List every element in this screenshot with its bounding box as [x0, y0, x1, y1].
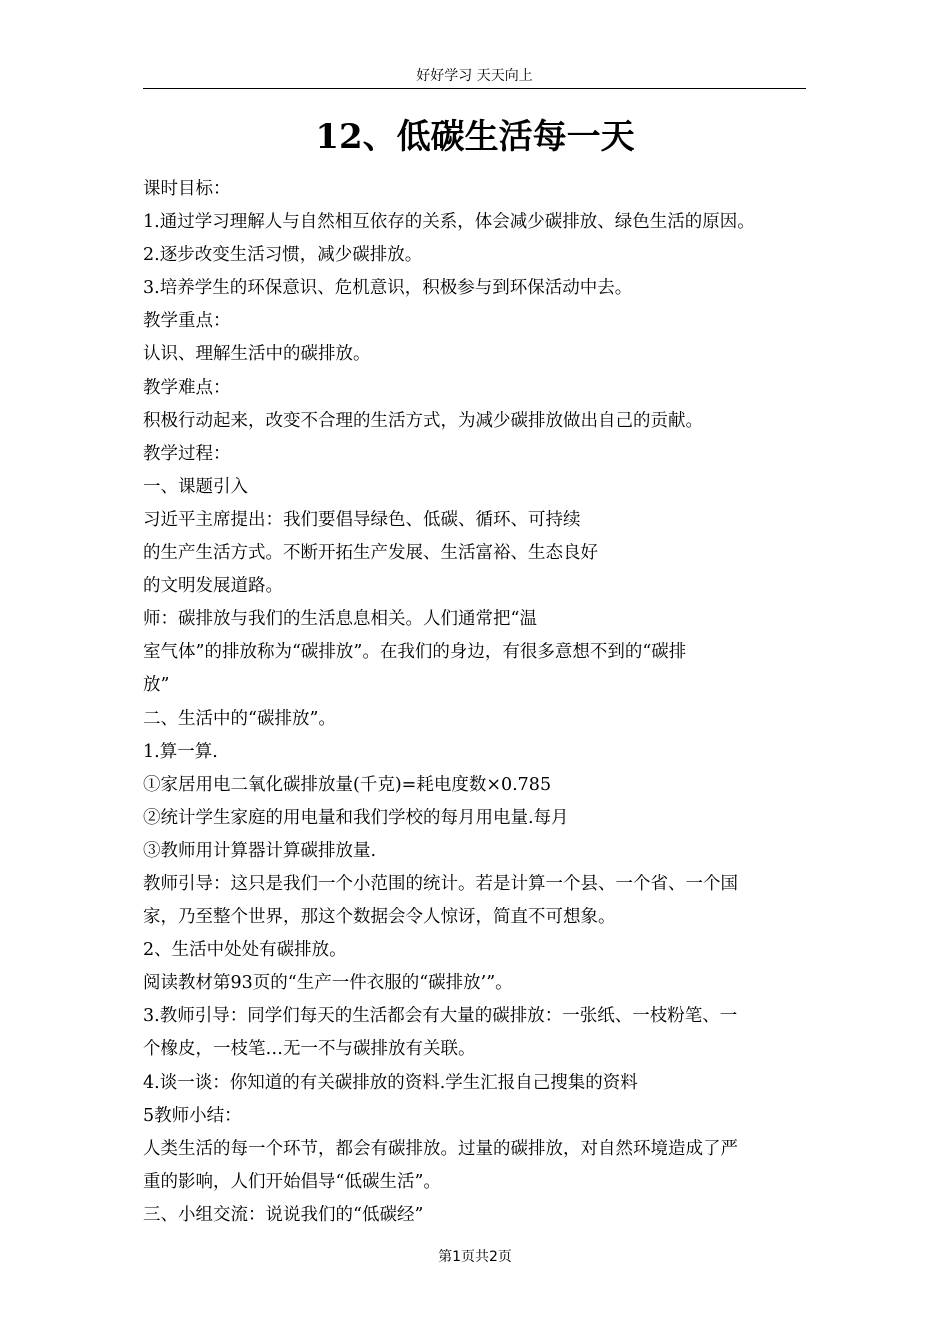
text-line: 个橡皮，一枝笔…无一不与碳排放有关联。: [143, 1039, 476, 1060]
text-line: 课时目标：: [143, 179, 231, 199]
text-line: 2、生活中处处有碳排放。: [143, 940, 347, 961]
text-line: 5教师小结：: [143, 1105, 242, 1126]
text-line: 教学重点：: [143, 311, 231, 332]
text-line: 的文明发展道路。: [143, 576, 283, 597]
text-line: ①家居用电二氧化碳排放量(千克)=耗电度数×0.785: [143, 774, 552, 795]
text-line: 重的影响，人们开始倡导“低碳生活”。: [143, 1171, 441, 1192]
text-line: 3.培养学生的环保意识、危机意识，积极参与到环保活动中去。: [143, 278, 633, 299]
text-line: 一、课题引入: [143, 476, 248, 497]
text-line: 3.教师引导：同学们每天的生活都会有大量的碳排放：一张纸、一枝粉笔、一: [143, 1006, 738, 1027]
document-title: 12、低碳生活每一天: [315, 117, 635, 157]
text-line: 教师引导：这只是我们一个小范围的统计。若是计算一个县、一个省、一个国: [143, 873, 738, 894]
text-line: 1.算一算.: [143, 741, 218, 762]
text-line: 放”: [143, 675, 170, 696]
text-line: 室气体”的排放称为“碳排放”。在我们的身边，有很多意想不到的“碳排: [143, 642, 687, 663]
document-body: [143, 173, 813, 1232]
text-line: 家，乃至整个世界，那这个数据会令人惊讶，简直不可想象。: [143, 907, 616, 928]
text-line: 2.逐步改变生活习惯，减少碳排放。: [143, 245, 423, 266]
text-line: 1.通过学习理解人与自然相互依存的关系，体会减少碳排放、绿色生活的原因。: [143, 212, 755, 233]
text-line: ③教师用计算器计算碳排放量.: [143, 840, 377, 861]
page-header: 好好学习 天天向上: [416, 68, 533, 84]
text-line: 人类生活的每一个环节，都会有碳排放。过量的碳排放，对自然环境造成了严: [143, 1138, 738, 1159]
text-line: ②统计学生家庭的用电量和我们学校的每月用电量.每月: [143, 807, 569, 828]
text-line: 的生产生活方式。不断开拓生产发展、生活富裕、生态良好: [143, 543, 598, 564]
text-line: 三、小组交流：说说我们的“低碳经”: [143, 1204, 424, 1225]
text-line: 二、生活中的“碳排放”。: [143, 708, 336, 729]
text-line: 教学难点：: [143, 377, 231, 398]
text-line: 阅读教材第93页的“生产一件衣服的“碳排放’”。: [143, 973, 513, 994]
text-line: 教学过程：: [143, 443, 231, 464]
text-line: 积极行动起来，改变不合理的生活方式，为减少碳排放做出自己的贡献。: [143, 410, 703, 431]
text-line: 4.谈一谈：你知道的有关碳排放的资料.学生汇报自己搜集的资料: [143, 1072, 638, 1093]
text-line: 师：碳排放与我们的生活息息相关。人们通常把“温: [143, 609, 537, 630]
text-line: 认识、理解生活中的碳排放。: [143, 344, 371, 365]
text-line: 习近平主席提出：我们要倡导绿色、低碳、循环、可持续: [143, 509, 581, 530]
page-footer: 第1页共2页: [438, 1249, 512, 1265]
header-divider: [143, 88, 806, 89]
